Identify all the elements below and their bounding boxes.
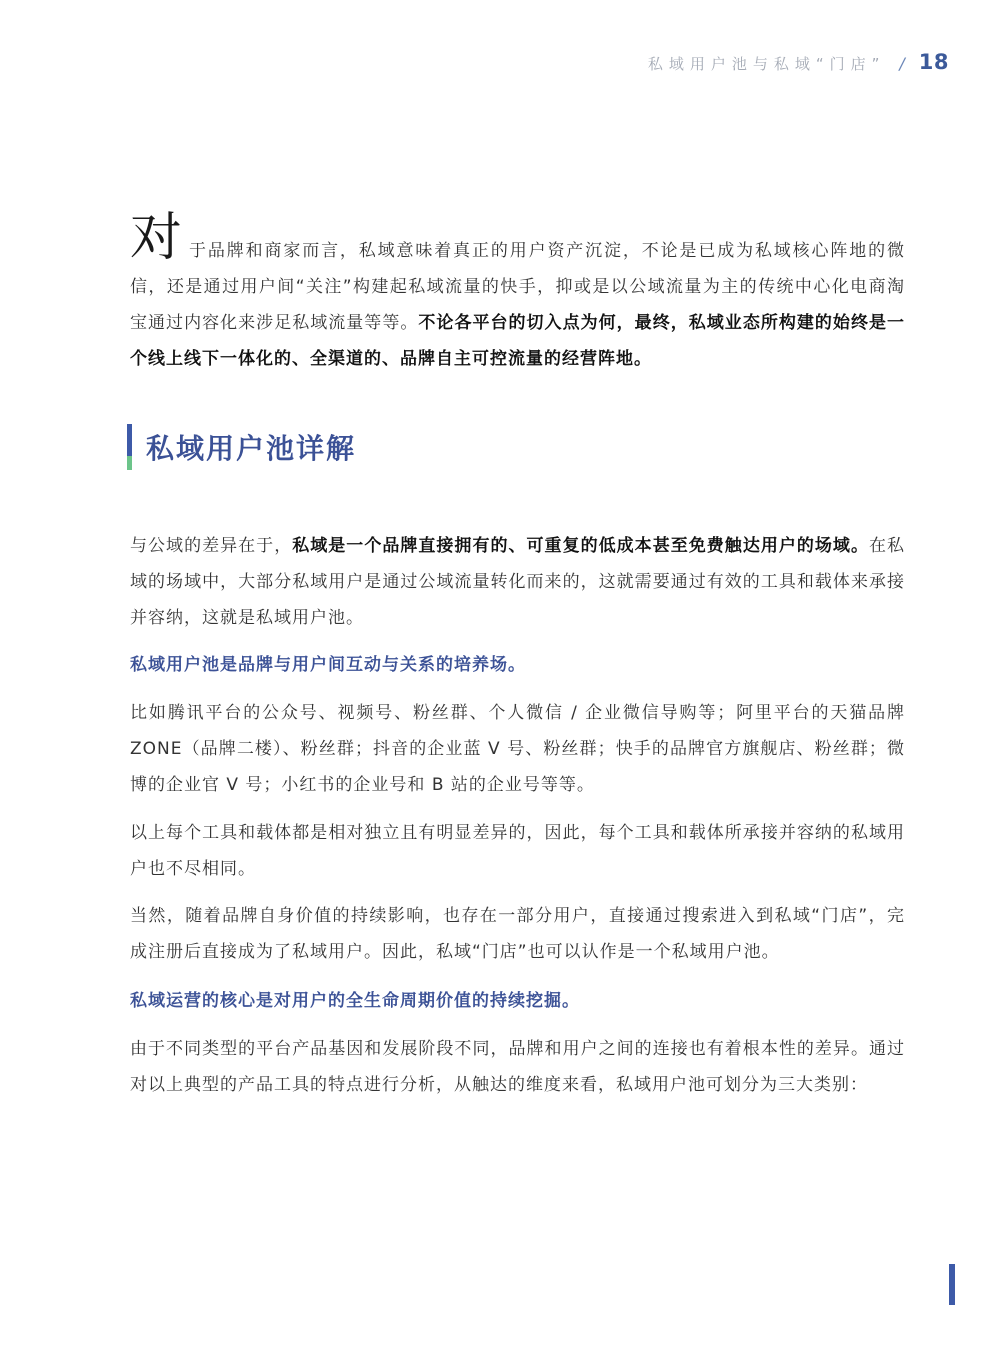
- highlight-1: [130, 647, 905, 683]
- p2-text: 比如腾讯平台的公众号、视频号、粉丝群、个人微信 / 企业微信导购等；阿里平台的天猫品牌 ZONE（品牌二楼）、粉丝群；抖音的企业蓝 V 号、粉丝群；快手的品牌官方旗舰店、粉丝群；微博的企业官 V 号；小红书的企业号和 B 站的企业号等等。: [130, 703, 905, 795]
- intro-bold-text: 不论各平台的切入点为何，最终，私域业态所构建的始终是一个线上线下一体化的、全渠道的、品牌自主可控流量的经营阵地。: [130, 313, 906, 369]
- p4-text: 当然，随着品牌自身价值的持续影响，也存在一部分用户，直接通过搜索进入到私域“门店”，完成注册后直接成为了私域用户。因此，私域“门店”也可以认作是一个私域用户池。: [130, 906, 905, 962]
- page-header: [648, 50, 949, 74]
- drop-cap: 对: [130, 208, 184, 268]
- paragraph-3: [130, 815, 905, 887]
- page-edge-marker: [949, 1264, 955, 1305]
- paragraph-4: [130, 898, 905, 970]
- p1-lead: 与公域的差异在于，: [130, 536, 293, 556]
- header-title: 私域用户池与私域“门店”: [647, 55, 886, 73]
- heading-accent-bar: [127, 424, 132, 470]
- intro-text: 于品牌和商家而言，私域意味着真正的用户资产沉淀，不论是已成为私域核心阵地的微信，还是通过用户间“关注”构建起私域流量的快手，抑或是以公域流量为主的传统中心化电商淘宝通过内容化来涉足私域流量等等。: [130, 241, 905, 333]
- highlight-2: [130, 983, 905, 1019]
- paragraph-1: [130, 528, 905, 636]
- intro-text-block: [130, 210, 905, 377]
- p1-bold: 私域是一个品牌直接拥有的、可重复的低成本甚至免费触达用户的场域。: [292, 536, 869, 556]
- paragraph-5: [130, 1031, 905, 1103]
- p3-text: 以上每个工具和载体都是相对独立且有明显差异的，因此，每个工具和载体所承接并容纳的私域用户也不尽相同。: [130, 823, 905, 879]
- p5-text: 由于不同类型的平台产品基因和发展阶段不同，品牌和用户之间的连接也有着根本性的差异。通过对以上典型的产品工具的特点进行分析，从触达的维度来看，私域用户池可划分为三大类别：: [130, 1039, 905, 1095]
- highlight-2-text: 私域运营的核心是对用户的全生命周期价值的持续挖掘。: [130, 991, 580, 1011]
- intro-paragraph: [130, 210, 905, 377]
- section-title: 私域用户池详解: [146, 432, 357, 465]
- header-divider: /: [899, 54, 905, 73]
- page-number: 18: [918, 50, 949, 74]
- section-heading: [127, 424, 356, 470]
- p1-rest: 在私域的场域中，大部分私域用户是通过公域流量转化而来的，这就需要通过有效的工具和载体来承接并容纳，这就是私域用户池。: [130, 536, 906, 628]
- paragraph-2: [130, 695, 905, 803]
- highlight-1-text: 私域用户池是品牌与用户间互动与关系的培养场。: [130, 655, 526, 675]
